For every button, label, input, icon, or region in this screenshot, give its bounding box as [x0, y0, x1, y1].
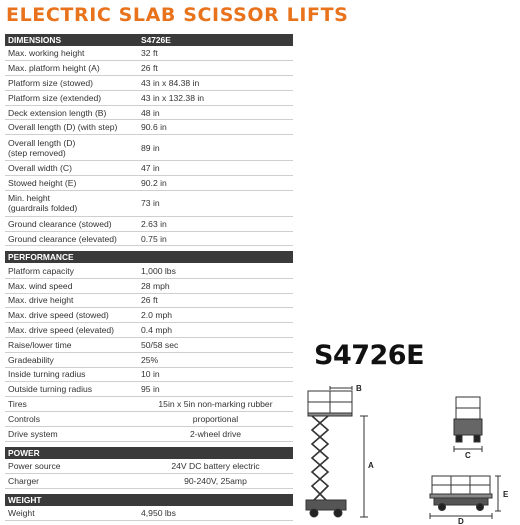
- spec-value: 2.63 in: [138, 216, 293, 231]
- spec-value: 32 ft: [138, 46, 293, 61]
- spec-value: 10 in: [138, 367, 293, 382]
- spec-value: 2.0 mph: [138, 308, 293, 323]
- spec-row: [5, 397, 293, 412]
- spec-label: Raise/lower time: [5, 337, 138, 352]
- spec-row: [5, 278, 293, 293]
- spec-row: [5, 105, 293, 120]
- spec-label: Platform capacity: [5, 263, 138, 278]
- spec-value: 90.6 in: [138, 120, 293, 135]
- spec-row: [5, 308, 293, 323]
- section-header-value: [138, 494, 293, 506]
- spec-label: Max. drive height: [5, 293, 138, 308]
- spec-label: Platform size (stowed): [5, 76, 138, 91]
- spec-label: Overall length (D) (with step): [5, 120, 138, 135]
- model-title: S4726E: [314, 340, 425, 371]
- spec-row: [5, 382, 293, 397]
- stowed-view-lift: [430, 476, 501, 519]
- spec-label: Platform size (extended): [5, 90, 138, 105]
- spec-value: 0.4 mph: [138, 323, 293, 338]
- spec-value: 90-240V, 25amp: [138, 473, 293, 488]
- spec-label: Weight: [5, 506, 138, 521]
- spec-value: 1,000 lbs: [138, 263, 293, 278]
- spec-label: Max. drive speed (stowed): [5, 308, 138, 323]
- section-header: [5, 34, 293, 46]
- spec-label: Max. working height: [5, 46, 138, 61]
- spec-row: [5, 231, 293, 246]
- spec-row: [5, 161, 293, 176]
- spec-label: Deck extension length (B): [5, 105, 138, 120]
- front-view-lift: [454, 397, 482, 452]
- spec-value: 4,950 lbs: [138, 506, 293, 521]
- spec-value: 50/58 sec: [138, 337, 293, 352]
- spec-label: Power source: [5, 459, 138, 474]
- spec-label: Stowed height (E): [5, 176, 138, 191]
- spec-value: 48 in: [138, 105, 293, 120]
- section-header-value: [138, 251, 293, 263]
- spec-row: [5, 46, 293, 61]
- spec-table-body: [5, 34, 293, 520]
- spec-row: [5, 506, 293, 521]
- label-e: E: [503, 490, 509, 499]
- spec-label: Overall width (C): [5, 161, 138, 176]
- spec-value: 90.2 in: [138, 176, 293, 191]
- spec-value: 0.75 in: [138, 231, 293, 246]
- section-header-label: DIMENSIONS: [5, 34, 138, 46]
- spec-label: Max. drive speed (elevated): [5, 323, 138, 338]
- spec-row: [5, 337, 293, 352]
- label-a: A: [368, 461, 374, 470]
- section-header-value: S4726E: [138, 34, 293, 46]
- spec-value: 2-wheel drive: [138, 426, 293, 441]
- section-header-label: PERFORMANCE: [5, 251, 138, 263]
- spec-row: [5, 120, 293, 135]
- lift-diagram: [300, 380, 520, 525]
- spec-label: Gradeability: [5, 352, 138, 367]
- spec-label: Min. height (guardrails folded): [5, 190, 138, 216]
- spec-row: [5, 293, 293, 308]
- spec-row: [5, 190, 293, 216]
- spec-label: Ground clearance (stowed): [5, 216, 138, 231]
- spec-row: [5, 263, 293, 278]
- spec-row: [5, 61, 293, 76]
- spec-row: [5, 411, 293, 426]
- spec-value: 26 ft: [138, 293, 293, 308]
- spec-row: [5, 323, 293, 338]
- page-title: ELECTRIC SLAB SCISSOR LIFTS: [6, 4, 349, 26]
- spec-value: 28 mph: [138, 278, 293, 293]
- section-header: [5, 251, 293, 263]
- spec-value: 26 ft: [138, 61, 293, 76]
- spec-label: Overall length (D) (step removed): [5, 135, 138, 161]
- spec-row: [5, 367, 293, 382]
- spec-value: 89 in: [138, 135, 293, 161]
- spec-value: 95 in: [138, 382, 293, 397]
- spec-label: Drive system: [5, 426, 138, 441]
- spec-value: 43 in x 84.38 in: [138, 76, 293, 91]
- spec-row: [5, 76, 293, 91]
- spec-row: [5, 426, 293, 441]
- spec-label: Ground clearance (elevated): [5, 231, 138, 246]
- spec-value: 25%: [138, 352, 293, 367]
- spec-value: 15in x 5in non-marking rubber: [138, 397, 293, 412]
- section-header-label: WEIGHT: [5, 494, 138, 506]
- spec-row: [5, 473, 293, 488]
- spec-row: [5, 90, 293, 105]
- spec-row: [5, 135, 293, 161]
- spec-label: Max. wind speed: [5, 278, 138, 293]
- label-c: C: [465, 451, 471, 460]
- spec-value: 47 in: [138, 161, 293, 176]
- spec-label: Max. platform height (A): [5, 61, 138, 76]
- spec-row: [5, 216, 293, 231]
- spec-label: Outside turning radius: [5, 382, 138, 397]
- spec-value: proportional: [138, 411, 293, 426]
- label-b: B: [356, 384, 362, 393]
- spec-label: Inside turning radius: [5, 367, 138, 382]
- spec-value: 73 in: [138, 190, 293, 216]
- spec-label: Charger: [5, 473, 138, 488]
- spec-label: Controls: [5, 411, 138, 426]
- section-header-label: POWER: [5, 447, 138, 459]
- spec-table: [5, 34, 293, 521]
- side-view-lift: [306, 386, 368, 517]
- spec-row: [5, 176, 293, 191]
- spec-row: [5, 459, 293, 474]
- spec-row: [5, 352, 293, 367]
- section-header: [5, 447, 293, 459]
- spec-value: 24V DC battery electric: [138, 459, 293, 474]
- label-d: D: [458, 517, 464, 525]
- spec-label: Tires: [5, 397, 138, 412]
- section-header: [5, 494, 293, 506]
- section-header-value: [138, 447, 293, 459]
- spec-value: 43 in x 132.38 in: [138, 90, 293, 105]
